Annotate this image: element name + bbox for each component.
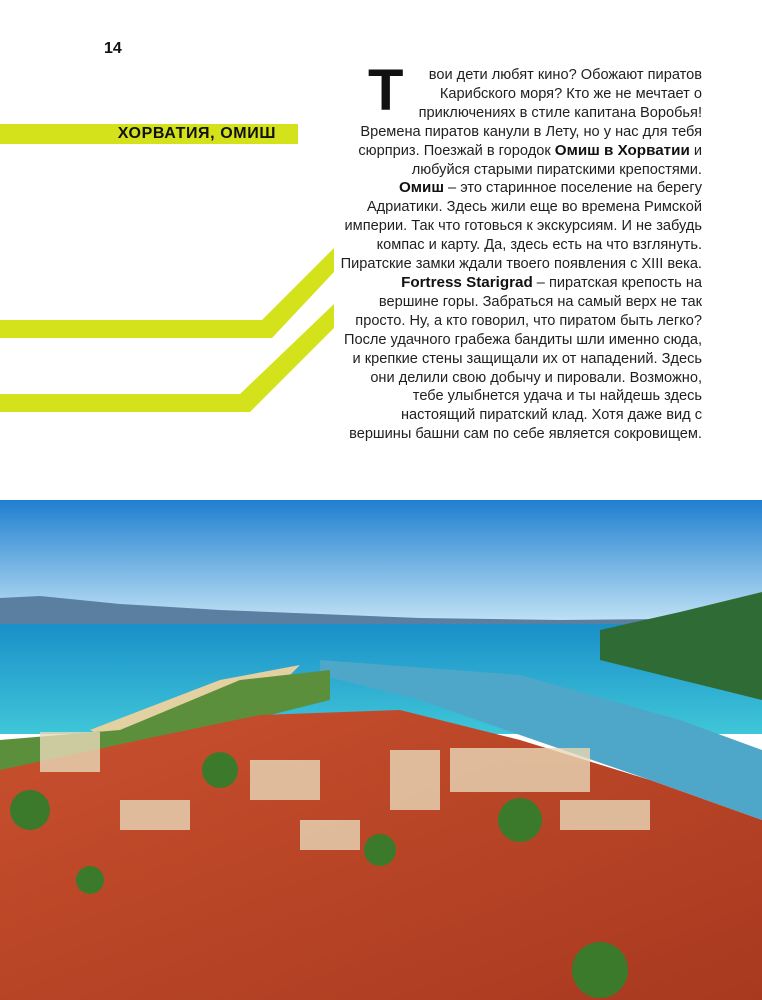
section-band <box>0 124 298 144</box>
town-illustration <box>0 500 762 1000</box>
page-number: 14 <box>104 40 122 57</box>
highlight-omis-croatia: Омиш в Хорватии <box>554 141 690 159</box>
section-title: ХОРВАТИЯ, ОМИШ <box>117 125 276 142</box>
town-photo <box>0 500 762 1000</box>
paragraph-text: вои дети любят кино? Обожают пиратов Карибского моря? Кто же не мечтает о приключениях в стиле капитана Воробья! Времена пиратов канули в Лету, но у нас для тебя сюрприз. Поезжай в городок <box>358 67 702 159</box>
drop-cap: Т <box>368 58 404 123</box>
paragraph-text: – это старинное поселение на берегу Адриатики. Здесь жили еще во времена Римской империи. Так что готовься к экскурсиям. И не забудь компас и карту. Да, здесь есть на что взглянуть. Пиратские замки ждали твоего появления с XIII века. <box>340 180 702 273</box>
highlight-omis: Омиш <box>398 179 444 197</box>
paragraph-intro <box>340 58 702 179</box>
paragraph-text: – пиратская крепость на вершине горы. Забраться на самый верх не так просто. Ну, а кто говорил, что пиратом быть легко? После удачного грабежа бандиты шли именно сюда, и крепкие стены защищали их от нападений. Здесь они делили свою добычу и пировали. Возможно, тебе улыбнется удача и ты найдешь здесь настоящий пиратский клад. Хотя даже вид с вершины башни сам по себе является сокровищем. <box>343 274 702 443</box>
highlight-fortress: Fortress Starigrad <box>401 273 533 291</box>
article-text <box>340 58 702 444</box>
stripe-upper <box>0 248 334 338</box>
decorative-stripes <box>0 248 340 418</box>
paragraph-history <box>340 179 702 444</box>
paragraph-text: и любуйся старыми пиратскими крепостями. <box>411 142 702 178</box>
